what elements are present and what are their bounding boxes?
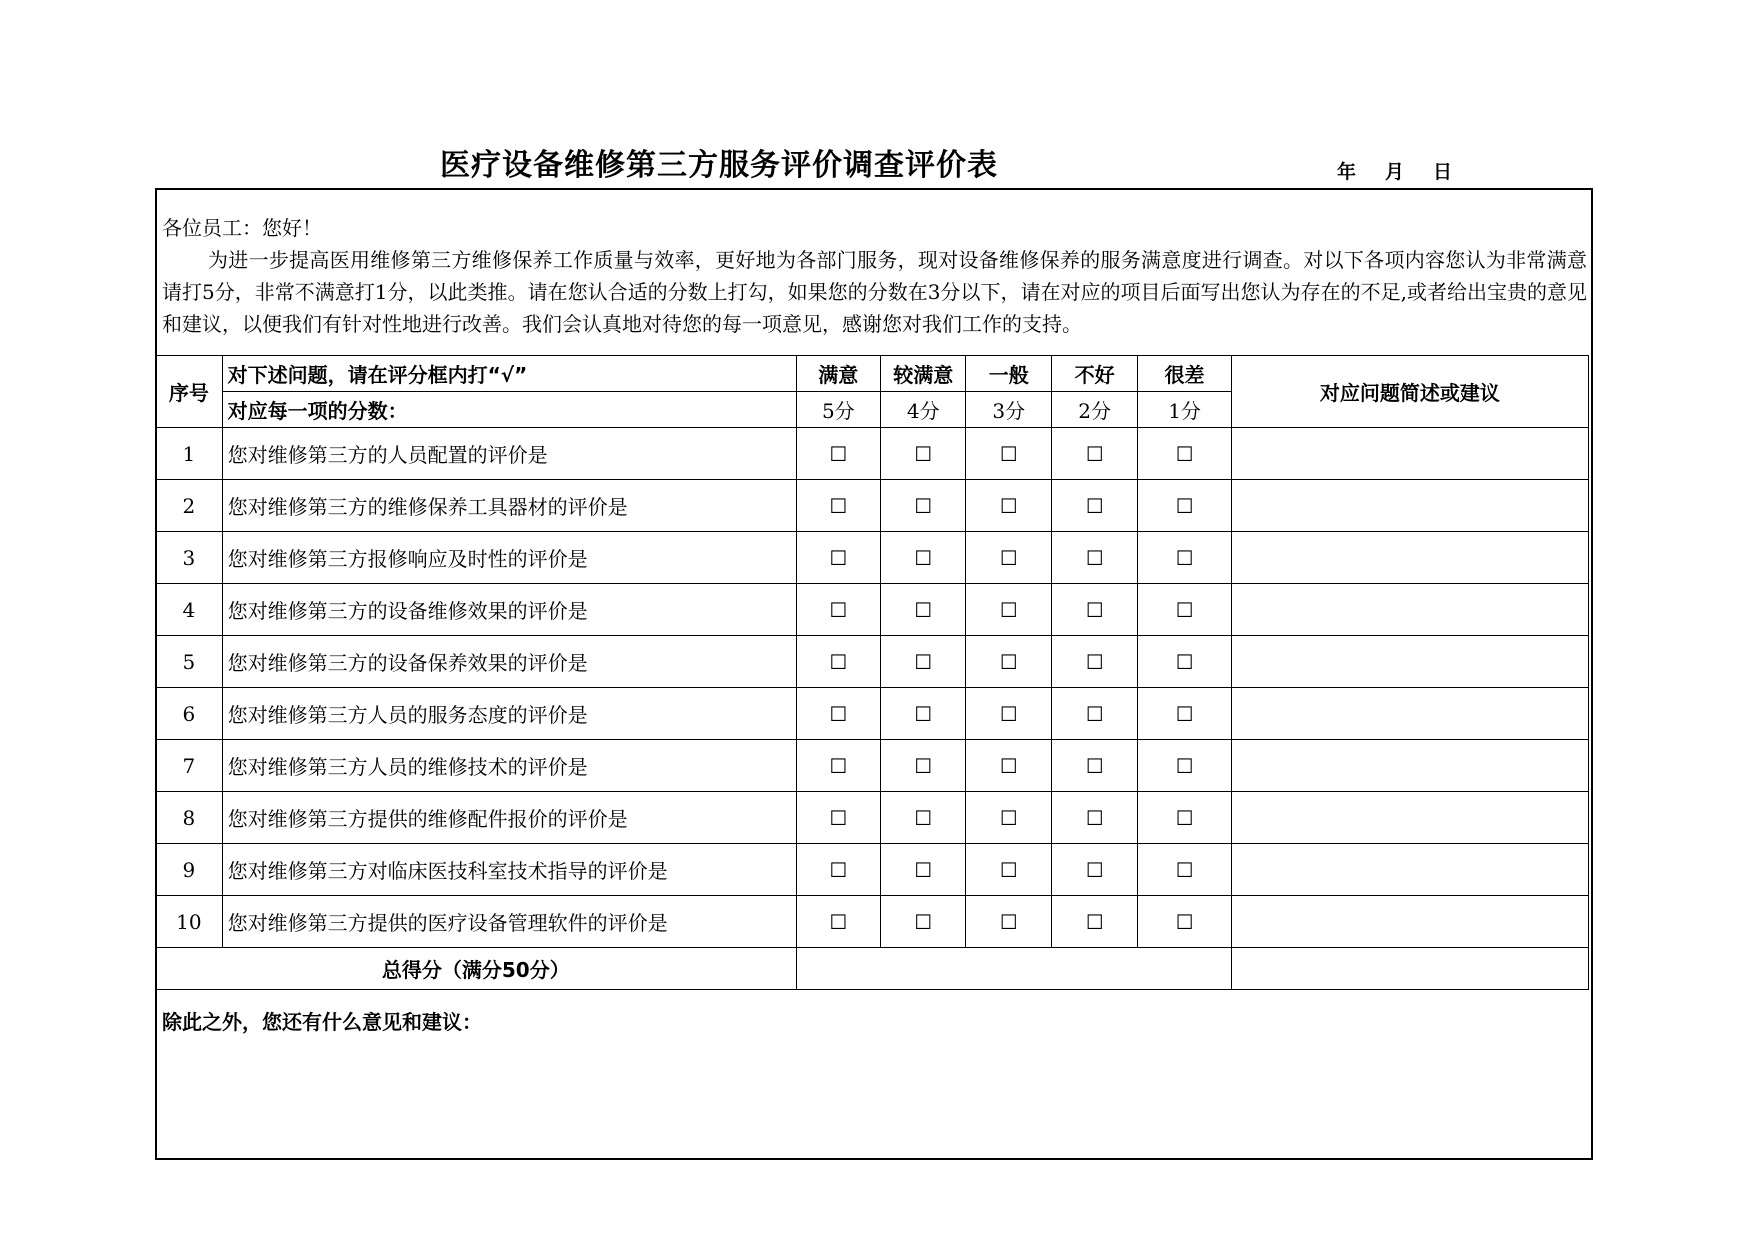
question-text: 您对维修第三方的设备维修效果的评价是 — [222, 584, 796, 636]
checkbox-4[interactable]: ☐ — [881, 480, 966, 532]
checkbox-3[interactable]: ☐ — [966, 792, 1051, 844]
comment-cell[interactable] — [1231, 688, 1588, 740]
checkbox-1[interactable]: ☐ — [1138, 636, 1231, 688]
comment-column-header: 对应问题简述或建议 — [1231, 356, 1588, 428]
checkbox-2[interactable]: ☐ — [1051, 428, 1137, 480]
row-number: 10 — [156, 896, 223, 948]
checkbox-4[interactable]: ☐ — [881, 792, 966, 844]
checkbox-2[interactable]: ☐ — [1051, 740, 1137, 792]
score-value-5: 5分 — [796, 392, 880, 428]
comment-cell[interactable] — [1231, 532, 1588, 584]
comment-cell[interactable] — [1231, 636, 1588, 688]
checkbox-2[interactable]: ☐ — [1051, 532, 1137, 584]
checkbox-2[interactable]: ☐ — [1051, 844, 1137, 896]
table-row — [156, 740, 1589, 792]
checkbox-4[interactable]: ☐ — [881, 532, 966, 584]
checkbox-4[interactable]: ☐ — [881, 428, 966, 480]
checkbox-2[interactable]: ☐ — [1051, 636, 1137, 688]
checkbox-3[interactable]: ☐ — [966, 480, 1051, 532]
question-text: 您对维修第三方报修响应及时性的评价是 — [222, 532, 796, 584]
checkbox-5[interactable]: ☐ — [796, 844, 880, 896]
question-text: 您对维修第三方的维修保养工具器材的评价是 — [222, 480, 796, 532]
rating-header-1: 很差 — [1138, 356, 1231, 392]
checkbox-3[interactable]: ☐ — [966, 896, 1051, 948]
checkbox-5[interactable]: ☐ — [796, 896, 880, 948]
table-row — [156, 584, 1589, 636]
question-text: 您对维修第三方提供的维修配件报价的评价是 — [222, 792, 796, 844]
table-row — [156, 428, 1589, 480]
comment-cell[interactable] — [1231, 740, 1588, 792]
total-comment-cell[interactable] — [1231, 948, 1588, 990]
row-number: 1 — [156, 428, 223, 480]
date-month-label: 月 — [1385, 161, 1405, 183]
score-value-4: 4分 — [881, 392, 966, 428]
total-row — [156, 948, 1589, 990]
comment-cell[interactable] — [1231, 896, 1588, 948]
instruction-header: 对下述问题，请在评分框内打“√” — [222, 356, 796, 392]
checkbox-1[interactable]: ☐ — [1138, 844, 1231, 896]
checkbox-4[interactable]: ☐ — [881, 636, 966, 688]
checkbox-1[interactable]: ☐ — [1138, 740, 1231, 792]
checkbox-1[interactable]: ☐ — [1138, 584, 1231, 636]
question-text: 您对维修第三方提供的医疗设备管理软件的评价是 — [222, 896, 796, 948]
checkbox-4[interactable]: ☐ — [881, 740, 966, 792]
row-number: 4 — [156, 584, 223, 636]
checkbox-5[interactable]: ☐ — [796, 532, 880, 584]
checkbox-3[interactable]: ☐ — [966, 428, 1051, 480]
checkbox-1[interactable]: ☐ — [1138, 480, 1231, 532]
comment-cell[interactable] — [1231, 584, 1588, 636]
checkbox-4[interactable]: ☐ — [881, 688, 966, 740]
checkbox-4[interactable]: ☐ — [881, 896, 966, 948]
checkbox-5[interactable]: ☐ — [796, 428, 880, 480]
checkbox-1[interactable]: ☐ — [1138, 532, 1231, 584]
checkbox-5[interactable]: ☐ — [796, 636, 880, 688]
row-number: 5 — [156, 636, 223, 688]
checkbox-2[interactable]: ☐ — [1051, 792, 1137, 844]
rating-header-4: 较满意 — [881, 356, 966, 392]
checkbox-5[interactable]: ☐ — [796, 688, 880, 740]
score-value-3: 3分 — [966, 392, 1051, 428]
checkbox-1[interactable]: ☐ — [1138, 428, 1231, 480]
row-number: 8 — [156, 792, 223, 844]
page-title: 医疗设备维修第三方服务评价调查评价表 — [440, 148, 998, 183]
table-row — [156, 532, 1589, 584]
row-number: 6 — [156, 688, 223, 740]
comment-cell[interactable] — [1231, 792, 1588, 844]
checkbox-3[interactable]: ☐ — [966, 688, 1051, 740]
survey-form — [155, 188, 1593, 1160]
checkbox-3[interactable]: ☐ — [966, 844, 1051, 896]
checkbox-2[interactable]: ☐ — [1051, 480, 1137, 532]
question-text: 您对维修第三方的设备保养效果的评价是 — [222, 636, 796, 688]
checkbox-5[interactable]: ☐ — [796, 792, 880, 844]
checkbox-1[interactable]: ☐ — [1138, 896, 1231, 948]
score-row-label: 对应每一项的分数： — [222, 392, 796, 428]
question-text: 您对维修第三方人员的维修技术的评价是 — [222, 740, 796, 792]
checkbox-2[interactable]: ☐ — [1051, 896, 1137, 948]
table-row — [156, 688, 1589, 740]
score-value-2: 2分 — [1051, 392, 1137, 428]
comment-cell[interactable] — [1231, 428, 1588, 480]
greeting: 各位员工：您好！ — [162, 216, 322, 240]
index-column-header: 序号 — [156, 356, 223, 428]
rating-header-3: 一般 — [966, 356, 1051, 392]
total-score-label: 总得分（满分50分） — [156, 948, 797, 990]
extra-suggestions-label: 除此之外，您还有什么意见和建议： — [162, 1010, 482, 1034]
date-day-label: 日 — [1433, 161, 1453, 183]
checkbox-1[interactable]: ☐ — [1138, 688, 1231, 740]
checkbox-5[interactable]: ☐ — [796, 480, 880, 532]
checkbox-3[interactable]: ☐ — [966, 636, 1051, 688]
rating-header-2: 不好 — [1051, 356, 1137, 392]
checkbox-3[interactable]: ☐ — [966, 532, 1051, 584]
checkbox-4[interactable]: ☐ — [881, 844, 966, 896]
checkbox-3[interactable]: ☐ — [966, 740, 1051, 792]
checkbox-4[interactable]: ☐ — [881, 584, 966, 636]
table-row — [156, 792, 1589, 844]
row-number: 9 — [156, 844, 223, 896]
checkbox-3[interactable]: ☐ — [966, 584, 1051, 636]
rating-header-5: 满意 — [796, 356, 880, 392]
table-row — [156, 636, 1589, 688]
intro-section — [162, 212, 1587, 340]
score-value-1: 1分 — [1138, 392, 1231, 428]
checkbox-5[interactable]: ☐ — [796, 740, 880, 792]
date-year-label: 年 — [1337, 161, 1357, 183]
row-number: 3 — [156, 532, 223, 584]
comment-cell[interactable] — [1231, 480, 1588, 532]
intro-paragraph: 为进一步提高医用维修第三方维修保养工作质量与效率，更好地为各部门服务，现对设备维修保养的服务满意度进行调查。对以下各项内容您认为非常满意请打5分，非常不满意打1分，以此类推。请在您认合适的分数上打勾，如果您的分数在3分以下，请在对应的项目后面写出您认为存在的不足,或者给出宝贵的意见和建议，以便我们有针对性地进行改善。我们会认真地对待您的每一项意见，感谢您对我们工作的支持。 — [162, 248, 1587, 336]
checkbox-5[interactable]: ☐ — [796, 584, 880, 636]
checkbox-1[interactable]: ☐ — [1138, 792, 1231, 844]
question-text: 您对维修第三方的人员配置的评价是 — [222, 428, 796, 480]
table-row — [156, 844, 1589, 896]
rating-table — [155, 355, 1589, 990]
question-text: 您对维修第三方对临床医技科室技术指导的评价是 — [222, 844, 796, 896]
row-number: 2 — [156, 480, 223, 532]
row-number: 7 — [156, 740, 223, 792]
comment-cell[interactable] — [1231, 844, 1588, 896]
total-score-cell[interactable] — [796, 948, 1231, 990]
checkbox-2[interactable]: ☐ — [1051, 688, 1137, 740]
table-row — [156, 480, 1589, 532]
question-text: 您对维修第三方人员的服务态度的评价是 — [222, 688, 796, 740]
table-row — [156, 896, 1589, 948]
checkbox-2[interactable]: ☐ — [1051, 584, 1137, 636]
